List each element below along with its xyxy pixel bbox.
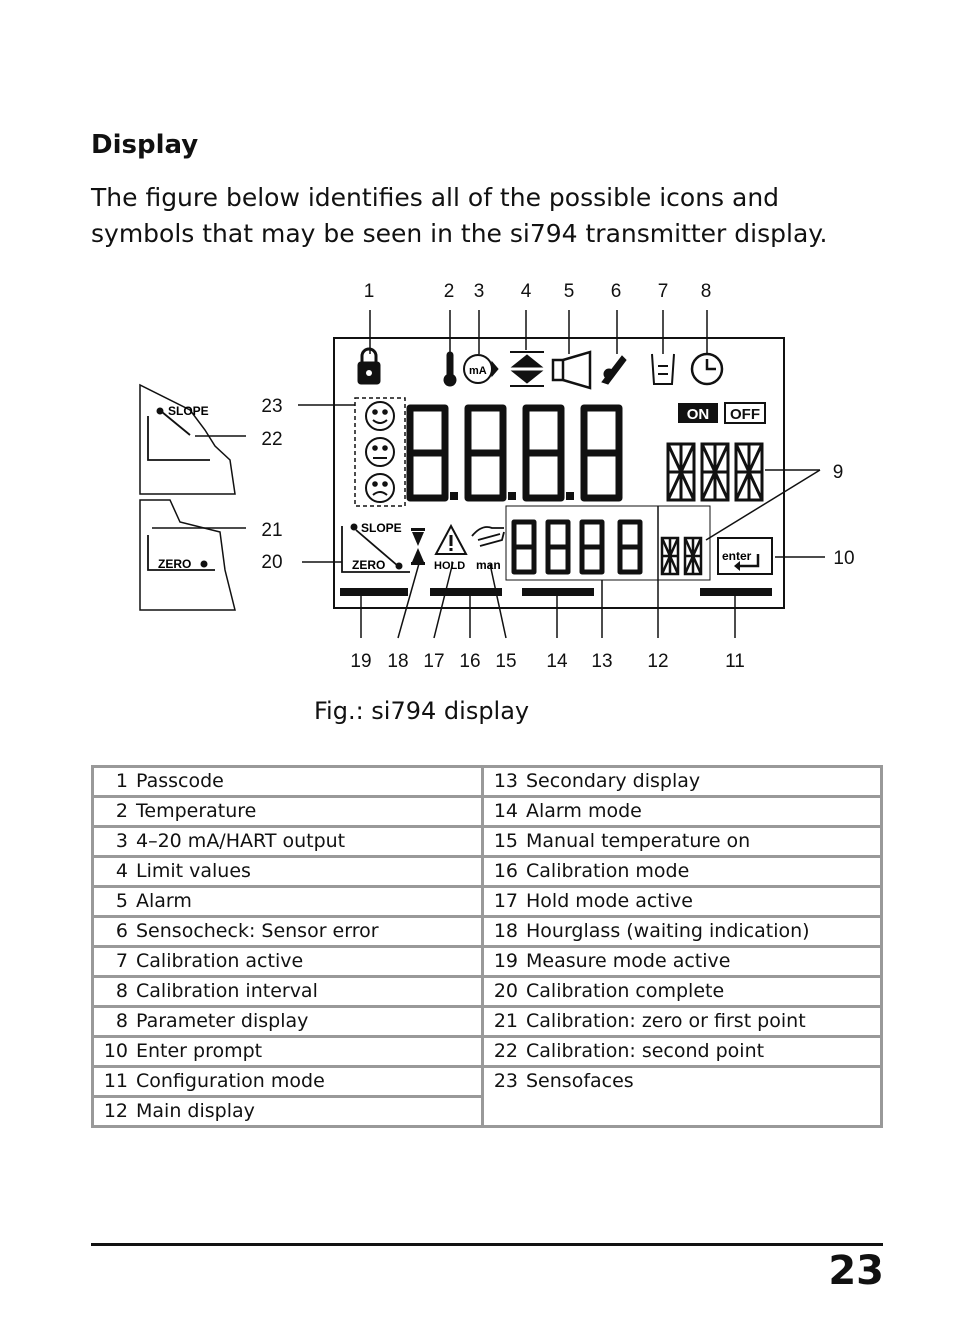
- legend-number: 16: [493, 860, 518, 882]
- table-row: [93, 947, 882, 977]
- legend-number: 7: [115, 950, 128, 972]
- legend-text: Enter prompt: [136, 1040, 263, 1062]
- svg-text:4: 4: [520, 281, 532, 302]
- page-number: 23: [828, 1248, 884, 1294]
- legend-text: Temperature: [136, 800, 257, 822]
- legend-number: 21: [493, 1010, 518, 1032]
- legend-number: 18: [493, 920, 518, 942]
- legend-text: Measure mode active: [526, 950, 731, 972]
- slope-label: SLOPE: [361, 521, 402, 535]
- table-row: [93, 917, 882, 947]
- legend-cell: [93, 977, 483, 1007]
- svg-text:7: 7: [657, 281, 669, 302]
- top-icon-row: [358, 349, 722, 388]
- table-row: [93, 1007, 882, 1037]
- legend-text: Main display: [136, 1100, 255, 1122]
- hold-label: HOLD: [434, 560, 466, 572]
- legend-cell: [93, 947, 483, 977]
- svg-text:1: 1: [363, 281, 375, 302]
- legend-text: Configuration mode: [136, 1070, 325, 1092]
- table-row: [93, 887, 882, 917]
- legend-number: 6: [115, 920, 128, 942]
- panel-slope-label: SLOPE: [168, 404, 209, 418]
- legend-text: Alarm mode: [526, 800, 642, 822]
- parameter-display: [668, 444, 762, 500]
- ma-label: mA: [469, 365, 487, 377]
- secondary-display: [514, 522, 640, 572]
- legend-text: Calibration interval: [136, 980, 318, 1002]
- svg-text:16: 16: [459, 651, 481, 672]
- legend-text: Alarm: [136, 890, 192, 912]
- sensofaces: [366, 402, 394, 502]
- legend-cell: [483, 1007, 882, 1037]
- legend-number: 23: [493, 1070, 518, 1092]
- limit-values-icon: [510, 352, 544, 386]
- legend-number: 1: [115, 770, 128, 792]
- legend-cell: [483, 1067, 882, 1127]
- svg-text:19: 19: [350, 651, 372, 672]
- legend-text: Calibration: second point: [526, 1040, 765, 1062]
- legend-text: Hold mode active: [526, 890, 693, 912]
- clock-icon: [692, 354, 722, 384]
- svg-text:8: 8: [700, 281, 712, 302]
- legend-number: 8: [115, 1010, 128, 1032]
- legend-number: 5: [115, 890, 128, 912]
- legend-text: Manual temperature on: [526, 830, 751, 852]
- svg-text:17: 17: [423, 651, 445, 672]
- legend-text: Calibration: zero or first point: [526, 1010, 806, 1032]
- svg-text:15: 15: [495, 651, 517, 672]
- table-row: [93, 977, 882, 1007]
- hand-icon: [472, 527, 504, 546]
- legend-text: Passcode: [136, 770, 224, 792]
- svg-text:21: 21: [261, 520, 283, 541]
- legend-text: Calibration complete: [526, 980, 725, 1002]
- svg-text:11: 11: [725, 651, 745, 672]
- svg-text:3: 3: [473, 281, 485, 302]
- man-label: man: [476, 558, 501, 572]
- hourglass-icon: [411, 528, 425, 565]
- svg-text:20: 20: [261, 552, 283, 573]
- legend-number: 8: [115, 980, 128, 1002]
- legend-cell: [93, 1037, 483, 1067]
- legend-cell: [483, 887, 882, 917]
- legend-number: 22: [493, 1040, 518, 1062]
- happy-face-icon: [366, 402, 394, 430]
- svg-text:22: 22: [261, 429, 283, 450]
- legend-cell: [93, 797, 483, 827]
- panel-zero-label: ZERO: [158, 557, 192, 571]
- sensoface-box: [355, 398, 405, 506]
- legend-cell: [483, 767, 882, 797]
- main-display: [410, 408, 619, 498]
- table-row: [93, 827, 882, 857]
- off-label: OFF: [730, 406, 760, 423]
- legend-cell: [483, 1037, 882, 1067]
- legend-cell: [483, 797, 882, 827]
- footer-rule: [91, 1243, 883, 1246]
- section-heading: Display: [91, 130, 199, 160]
- enter-label: enter: [722, 549, 752, 563]
- svg-text:23: 23: [261, 396, 283, 417]
- legend-cell: [483, 827, 882, 857]
- slope-panel: [140, 385, 235, 494]
- legend-number: 4: [115, 860, 128, 882]
- legend-number: 14: [493, 800, 518, 822]
- table-row: [93, 767, 882, 797]
- legend-text: Sensofaces: [526, 1070, 634, 1092]
- svg-text:18: 18: [387, 651, 409, 672]
- legend-cell: [93, 827, 483, 857]
- svg-text:10: 10: [833, 548, 855, 569]
- legend-text: Parameter display: [136, 1010, 309, 1032]
- on-label: ON: [686, 406, 710, 423]
- legend-text: Hourglass (waiting indication): [526, 920, 810, 942]
- legend-text: Secondary display: [526, 770, 701, 792]
- legend-number: 10: [103, 1040, 128, 1062]
- legend-text: Calibration mode: [526, 860, 690, 882]
- legend-text: Calibration active: [136, 950, 304, 972]
- svg-text:9: 9: [832, 462, 844, 483]
- legend-number: 13: [493, 770, 518, 792]
- alarm-horn-icon: [553, 352, 590, 388]
- table-row: [93, 1037, 882, 1067]
- legend-cell: [483, 917, 882, 947]
- legend-cell: [93, 1007, 483, 1037]
- intro-paragraph: The figure below identifies all of the possible icons and symbols that may be seen in the si794 transmitter display.: [91, 183, 828, 248]
- legend-cell: [483, 857, 882, 887]
- table-row: [93, 857, 882, 887]
- legend-cell: [483, 947, 882, 977]
- legend-number: 12: [103, 1100, 128, 1122]
- legend-cell: [93, 917, 483, 947]
- figure-caption: Fig.: si794 display: [314, 697, 530, 725]
- legend-cell: [93, 1097, 483, 1127]
- legend-text: 4–20 mA/HART output: [136, 830, 346, 852]
- legend-number: 17: [493, 890, 518, 912]
- legend-number: 19: [493, 950, 518, 972]
- svg-text:12: 12: [647, 651, 669, 672]
- svg-text:6: 6: [610, 281, 622, 302]
- lock-icon: [358, 349, 380, 384]
- legend-cell: [93, 857, 483, 887]
- table-row: [93, 1067, 882, 1097]
- legend-number: 11: [103, 1070, 128, 1092]
- legend-number: 3: [115, 830, 128, 852]
- svg-text:14: 14: [546, 651, 568, 672]
- svg-text:2: 2: [443, 281, 455, 302]
- beaker-icon: [652, 354, 674, 384]
- zero-panel: [140, 500, 235, 610]
- legend-number: 2: [115, 800, 128, 822]
- svg-text:5: 5: [563, 281, 575, 302]
- hold-warning-icon: [436, 526, 466, 554]
- legend-number: 15: [493, 830, 518, 852]
- legend-text: Sensocheck: Sensor error: [136, 920, 379, 942]
- legend-cell: [93, 887, 483, 917]
- sad-face-icon: [366, 474, 394, 502]
- legend-cell: [93, 1067, 483, 1097]
- legend-text: Limit values: [136, 860, 251, 882]
- legend-number: 20: [493, 980, 518, 1002]
- legend-table: [91, 765, 883, 1128]
- display-figure: [120, 270, 860, 690]
- sensocheck-icon: [602, 356, 626, 384]
- zero-label: ZERO: [352, 558, 386, 572]
- svg-text:13: 13: [591, 651, 613, 672]
- legend-cell: [93, 767, 483, 797]
- legend-cell: [483, 977, 882, 1007]
- secondary-alnum: [662, 538, 701, 574]
- thermometer-icon: [444, 352, 456, 386]
- neutral-face-icon: [366, 438, 394, 466]
- table-row: [93, 797, 882, 827]
